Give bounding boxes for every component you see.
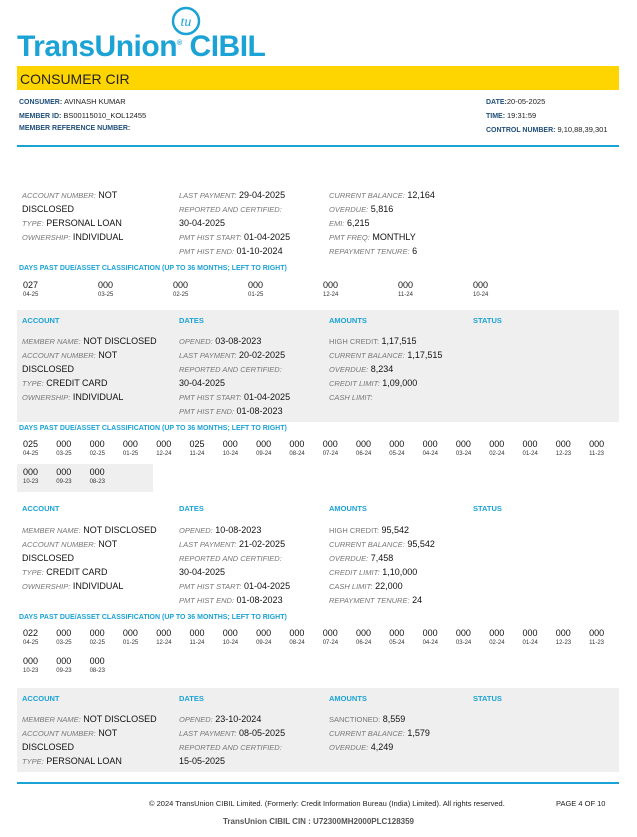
acct1-emi: EMI: 6,215 bbox=[329, 218, 370, 228]
acct2-pmt-start: PMT HIST START: 01-04-2025 bbox=[179, 392, 291, 402]
svg-text:tu: tu bbox=[180, 15, 192, 30]
dpd-cell: 000 11-24 bbox=[398, 280, 414, 298]
brand-logo: TransUnion® CIBIL bbox=[17, 30, 266, 63]
acct3-pmt-end: PMT HIST END: 01-08-2023 bbox=[179, 595, 283, 605]
section-dates: DATES bbox=[179, 694, 204, 703]
acct3-tenure: REPAYMENT TENURE: 24 bbox=[329, 595, 423, 605]
dpd-cell: 000 07-24 bbox=[322, 439, 339, 457]
acct3-member-name: MEMBER NAME: NOT DISCLOSED bbox=[22, 525, 157, 535]
dpd-cell: 000 09-23 bbox=[56, 467, 72, 485]
dpd-cell: 000 10-24 bbox=[222, 628, 239, 646]
dpd-cell: 000 11-23 bbox=[589, 439, 605, 457]
acct2-last-payment: LAST PAYMENT: 20-02-2025 bbox=[179, 350, 286, 360]
acct3-current-balance: CURRENT BALANCE: 95,542 bbox=[329, 539, 435, 549]
section-dates: DATES bbox=[179, 316, 204, 325]
acct4-reported: 15-05-2025 bbox=[179, 756, 226, 766]
divider bbox=[17, 145, 619, 147]
member-id-info: MEMBER ID: BS00115010_KOL12455 bbox=[19, 111, 147, 120]
dpd-cell: 000 08-24 bbox=[289, 439, 305, 457]
dpd-title: DAYS PAST DUE/ASSET CLASSIFICATION (UP TO 36 MONTHS; LEFT TO RIGHT) bbox=[19, 265, 287, 272]
acct4-account-number: ACCOUNT NUMBER: NOT bbox=[22, 728, 118, 738]
acct1-overdue: OVERDUE: 5,816 bbox=[329, 204, 394, 214]
dpd-cell: 000 03-24 bbox=[455, 439, 472, 457]
acct1-tenure: REPAYMENT TENURE: 6 bbox=[329, 246, 418, 256]
section-status: STATUS bbox=[473, 504, 502, 513]
time-info: TIME: 19:31:59 bbox=[486, 111, 537, 120]
dpd-cell: 000 12-24 bbox=[156, 628, 172, 646]
company-cin: TransUnion CIBIL CIN : U72300MH2000PLC128359 bbox=[222, 817, 415, 826]
dpd-cell: 000 01-25 bbox=[248, 280, 264, 298]
consumer-name: AVINASH KUMAR bbox=[64, 97, 126, 106]
dpd-cell: 000 03-25 bbox=[98, 280, 114, 298]
dpd-cell: 000 05-24 bbox=[389, 628, 405, 646]
acct1-type: TYPE: PERSONAL LOAN bbox=[22, 218, 122, 228]
acct3-opened: OPENED: 10-08-2023 bbox=[179, 525, 262, 535]
acct4-member-name: MEMBER NAME: NOT DISCLOSED bbox=[22, 714, 157, 724]
acct2-opened: OPENED: 03-08-2023 bbox=[179, 336, 262, 346]
control-info: CONTROL NUMBER: 9,10,88,39,301 bbox=[486, 125, 608, 134]
acct4-type: TYPE: PERSONAL LOAN bbox=[22, 756, 122, 766]
dpd-cell: 000 01-25 bbox=[122, 439, 139, 457]
dpd-cell: 000 09-23 bbox=[56, 656, 72, 674]
acct1-current-balance: CURRENT BALANCE: 12,164 bbox=[329, 190, 435, 200]
acct2-member-name: MEMBER NAME: NOT DISCLOSED bbox=[22, 336, 157, 346]
dpd-cell: 000 05-24 bbox=[389, 439, 405, 457]
dpd-cell: 025 11-24 bbox=[189, 439, 205, 457]
acct2-current-balance: CURRENT BALANCE: 1,17,515 bbox=[329, 350, 443, 360]
brand-name: TransUnion bbox=[17, 30, 178, 63]
section-dates: DATES bbox=[179, 504, 204, 513]
acct3-credit-limit: CREDIT LIMIT: 1,10,000 bbox=[329, 567, 418, 577]
section-status: STATUS bbox=[473, 694, 502, 703]
dpd-cell: 000 07-24 bbox=[322, 628, 339, 646]
tu-logo-icon bbox=[170, 5, 202, 37]
dpd-cell: 000 08-24 bbox=[289, 628, 305, 646]
acct1-last-payment: LAST PAYMENT: 29-04-2025 bbox=[179, 190, 286, 200]
dpd-cell: 000 04-24 bbox=[422, 628, 438, 646]
member-id: BS00115010_KOL12455 bbox=[63, 111, 147, 120]
dpd-cell: 000 03-25 bbox=[56, 628, 72, 646]
acct1-pmt-start: PMT HIST START: 01-04-2025 bbox=[179, 232, 291, 242]
dpd-cell: 000 01-25 bbox=[122, 628, 139, 646]
acct1-pmt-end: PMT HIST END: 01-10-2024 bbox=[179, 246, 283, 256]
dpd-cell: 000 04-24 bbox=[422, 439, 438, 457]
dpd-cell: 000 01-24 bbox=[522, 628, 538, 646]
dpd-cell: 000 02-24 bbox=[489, 628, 505, 646]
section-amounts: AMOUNTS bbox=[329, 504, 367, 513]
dpd-cell: 000 10-24 bbox=[222, 439, 239, 457]
dpd-cell: 000 10-23 bbox=[23, 467, 39, 485]
acct2-cash-limit: CASH LIMIT: bbox=[329, 393, 373, 402]
date-info: DATE:20-05-2025 bbox=[486, 97, 546, 106]
account-section-bg bbox=[17, 310, 619, 422]
section-status: STATUS bbox=[473, 316, 502, 325]
acct1-pmt-freq: PMT FREQ: MONTHLY bbox=[329, 232, 416, 242]
dpd-cell: 000 09-24 bbox=[256, 439, 272, 457]
acct2-reported: 30-04-2025 bbox=[179, 378, 226, 388]
dpd-cell: 000 03-24 bbox=[455, 628, 472, 646]
dpd-title: DAYS PAST DUE/ASSET CLASSIFICATION (UP TO 36 MONTHS; LEFT TO RIGHT) bbox=[19, 425, 287, 432]
acct2-overdue: OVERDUE: 8,234 bbox=[329, 364, 394, 374]
acct2-credit-limit: CREDIT LIMIT: 1,09,000 bbox=[329, 378, 418, 388]
dpd-title: DAYS PAST DUE/ASSET CLASSIFICATION (UP TO 36 MONTHS; LEFT TO RIGHT) bbox=[19, 614, 287, 621]
dpd-cell: 000 02-25 bbox=[89, 439, 105, 457]
dpd-cell: 000 12-23 bbox=[555, 439, 572, 457]
brand-cibil: CIBIL bbox=[189, 30, 266, 63]
report-time: 19:31:59 bbox=[507, 111, 537, 120]
acct2-high-credit: HIGH CREDIT: 1,17,515 bbox=[329, 336, 417, 346]
report-title-bar bbox=[17, 66, 619, 90]
acct2-pmt-end: PMT HIST END: 01-08-2023 bbox=[179, 406, 283, 416]
dpd-cell: 000 12-23 bbox=[555, 628, 572, 646]
section-amounts: AMOUNTS bbox=[329, 694, 367, 703]
dpd-cell: 022 04-25 bbox=[23, 628, 39, 646]
acct3-cash-limit: CASH LIMIT: 22,000 bbox=[329, 581, 403, 591]
footer-divider bbox=[17, 782, 619, 784]
acct2-ownership: OWNERSHIP: INDIVIDUAL bbox=[22, 392, 124, 402]
consumer-info: CONSUMER: AVINASH KUMAR bbox=[19, 97, 126, 106]
section-account: ACCOUNT bbox=[22, 316, 60, 325]
acct2-type: TYPE: CREDIT CARD bbox=[22, 378, 108, 388]
section-amounts: AMOUNTS bbox=[329, 316, 367, 325]
acct1-ownership: OWNERSHIP: INDIVIDUAL bbox=[22, 232, 124, 242]
acct2-account-number: ACCOUNT NUMBER: NOT bbox=[22, 350, 118, 360]
dpd-cell: 000 11-24 bbox=[189, 628, 205, 646]
acct3-reported: 30-04-2025 bbox=[179, 567, 226, 577]
dpd-cell: 000 12-24 bbox=[156, 439, 172, 457]
dpd-cell: 000 06-24 bbox=[356, 628, 372, 646]
acct4-overdue: OVERDUE: 4,249 bbox=[329, 742, 394, 752]
dpd-cell: 000 02-25 bbox=[173, 280, 189, 298]
copyright: © 2024 TransUnion CIBIL Limited. (Formerly: Credit Information Bureau (India) Limited). All rights reserved. bbox=[149, 799, 505, 808]
dpd-cell: 000 01-24 bbox=[522, 439, 538, 457]
dpd-cell: 000 06-24 bbox=[356, 439, 372, 457]
dpd-cell: 000 08-23 bbox=[89, 467, 105, 485]
acct1-account-number: ACCOUNT NUMBER: NOT bbox=[22, 190, 118, 200]
control-number: 9,10,88,39,301 bbox=[557, 125, 608, 134]
acct3-account-number: ACCOUNT NUMBER: NOT bbox=[22, 539, 118, 549]
page-number: PAGE 4 OF 10 bbox=[556, 799, 606, 808]
dpd-cell: 000 10-24 bbox=[473, 280, 489, 298]
dpd-cell: 000 09-24 bbox=[256, 628, 272, 646]
dpd-cell: 000 02-24 bbox=[489, 439, 505, 457]
dpd-cell: 027 04-25 bbox=[23, 280, 39, 298]
acct4-sanctioned: SANCTIONED: 8,559 bbox=[329, 714, 406, 724]
acct4-last-payment: LAST PAYMENT: 08-05-2025 bbox=[179, 728, 286, 738]
acct1-reported: 30-04-2025 bbox=[179, 218, 226, 228]
acct3-ownership: OWNERSHIP: INDIVIDUAL bbox=[22, 581, 124, 591]
dpd-cell: 000 12-24 bbox=[323, 280, 339, 298]
report-date: 20-05-2025 bbox=[506, 97, 546, 106]
acct3-pmt-start: PMT HIST START: 01-04-2025 bbox=[179, 581, 291, 591]
dpd-cell: 000 10-23 bbox=[23, 656, 39, 674]
section-account: ACCOUNT bbox=[22, 504, 60, 513]
acct3-type: TYPE: CREDIT CARD bbox=[22, 567, 108, 577]
acct4-current-balance: CURRENT BALANCE: 1,579 bbox=[329, 728, 430, 738]
acct3-overdue: OVERDUE: 7,458 bbox=[329, 553, 394, 563]
dpd-cell: 000 03-25 bbox=[56, 439, 72, 457]
dpd-cell: 000 08-23 bbox=[89, 656, 105, 674]
member-ref-info: MEMBER REFERENCE NUMBER: bbox=[19, 125, 131, 132]
dpd-cell: 000 11-23 bbox=[589, 628, 605, 646]
acct3-high-credit: HIGH CREDIT: 95,542 bbox=[329, 525, 410, 535]
dpd-cell: 025 04-25 bbox=[23, 439, 39, 457]
acct3-last-payment: LAST PAYMENT: 21-02-2025 bbox=[179, 539, 286, 549]
section-account: ACCOUNT bbox=[22, 694, 60, 703]
dpd-cell: 000 02-25 bbox=[89, 628, 105, 646]
acct4-opened: OPENED: 23-10-2024 bbox=[179, 714, 262, 724]
report-title: CONSUMER CIR bbox=[20, 71, 130, 87]
